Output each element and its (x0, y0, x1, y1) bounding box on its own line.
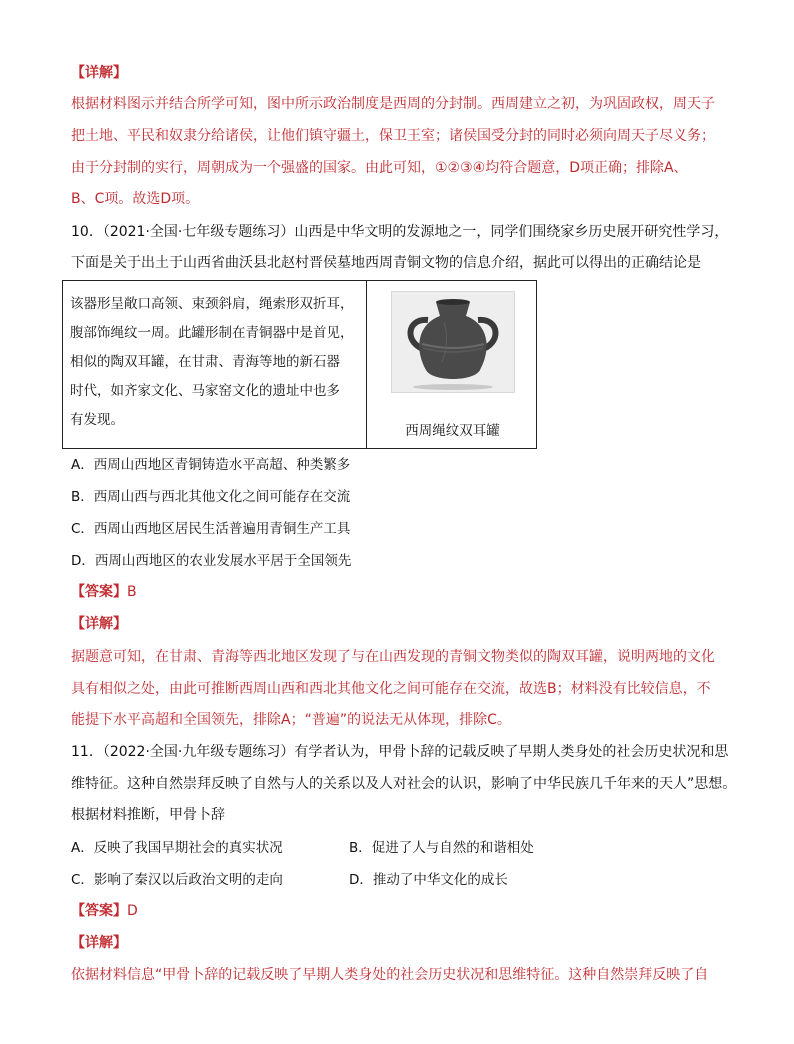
table-text-line: 腹部饰绳纹一周。此罐形制在青铜器中是首见， (70, 325, 354, 341)
answer-value: B (127, 584, 137, 600)
table-text-line: 该器形呈敞口高领、束颈斜肩，绳索形双折耳， (70, 296, 354, 312)
option-c: C．西周山西地区居民生活普遍用青铜生产工具 (71, 521, 351, 537)
option-d: D．推动了中华文化的成长 (349, 872, 508, 888)
option-a: A．西周山西地区青铜铸造水平高超、种类繁多 (71, 457, 351, 473)
detail-line: 具有相似之处，由此可推断西周山西和西北其他文化之间可能存在交流，故选B；材料没有比较信息，不 (71, 681, 711, 697)
detail-line: 据题意可知，在甘肃、青海等西北地区发现了与在山西发现的青铜文物类似的陶双耳罐，说明两地的文化 (71, 649, 715, 665)
detail-line: 把土地、平民和奴隶分给诸侯，让他们镇守疆土，保卫王室；诸侯国受分封的同时必须向周天子尽义务； (71, 128, 715, 144)
option-c: C．影响了秦汉以后政治文明的走向 (71, 872, 283, 888)
table-text-line: 相似的陶双耳罐，在甘肃、青海等地的新石器 (70, 354, 340, 370)
image-caption: 西周绳纹双耳罐 (405, 423, 500, 439)
option-a: A．反映了我国早期社会的真实状况 (71, 840, 283, 856)
question-11-stem-cont: 维特征。这种自然崇拜反映了自然与人的关系以及人对社会的认识，影响了中华民族几千年来的天人”思想。 (71, 776, 737, 792)
detail-line: B、C项。故选D项。 (71, 191, 200, 207)
answer-row-q11 (71, 902, 721, 920)
detail-line: 能提下水平高超和全国领先，排除A；“普遍”的说法无从体现，排除C。 (71, 712, 511, 728)
question-11-stem: 11．（2022·全国·九年级专题练习）有学者认为，甲骨卜辞的记载反映了早期人类身处的社会历史状况和思 (71, 744, 729, 760)
option-d: D．西周山西地区的农业发展水平居于全国领先 (71, 553, 352, 569)
question-11-stem-cont: 根据材料推断，甲骨卜辞 (71, 807, 225, 823)
detail-tag-q9: 【详解】 (71, 65, 127, 81)
jar-icon (392, 292, 514, 392)
detail-tag-q10: 【详解】 (71, 616, 127, 632)
question-10-stem: 10．（2021·全国·七年级专题练习）山西是中华文明的发源地之一，同学们围绕家乡历史展开研究性学习， (71, 224, 729, 240)
info-table (62, 280, 537, 449)
answer-value: D (127, 903, 138, 919)
detail-tag-q11: 【详解】 (71, 935, 127, 951)
answer-tag: 【答案】 (71, 903, 127, 919)
table-text-line: 有发现。 (70, 412, 124, 428)
detail-line: 根据材料图示并结合所学可知，图中所示政治制度是西周的分封制。西周建立之初，为巩固政权，周天子 (71, 96, 715, 112)
option-b: B．促进了人与自然的和谐相处 (349, 840, 534, 856)
detail-line: 依据材料信息“甲骨卜辞的记载反映了早期人类身处的社会历史状况和思维特征。这种自然崇拜反映了自 (71, 967, 709, 983)
question-10-stem-cont: 下面是关于出土于山西省曲沃县北赵村晋侯墓地西周青铜文物的信息介绍，据此可以得出的正确结论是 (71, 255, 701, 271)
answer-tag: 【答案】 (71, 584, 127, 600)
option-b: B．西周山西与西北其他文化之间可能存在交流 (71, 489, 351, 505)
detail-line: 由于分封制的实行，周朝成为一个强盛的国家。由此可知，①②③④均符合题意，D项正确；排除A、 (71, 160, 688, 176)
answer-row-q10 (71, 583, 721, 601)
bronze-jar-photo (391, 291, 515, 393)
table-text-line: 时代，如齐家文化、马家窑文化的遗址中也多 (70, 383, 340, 399)
